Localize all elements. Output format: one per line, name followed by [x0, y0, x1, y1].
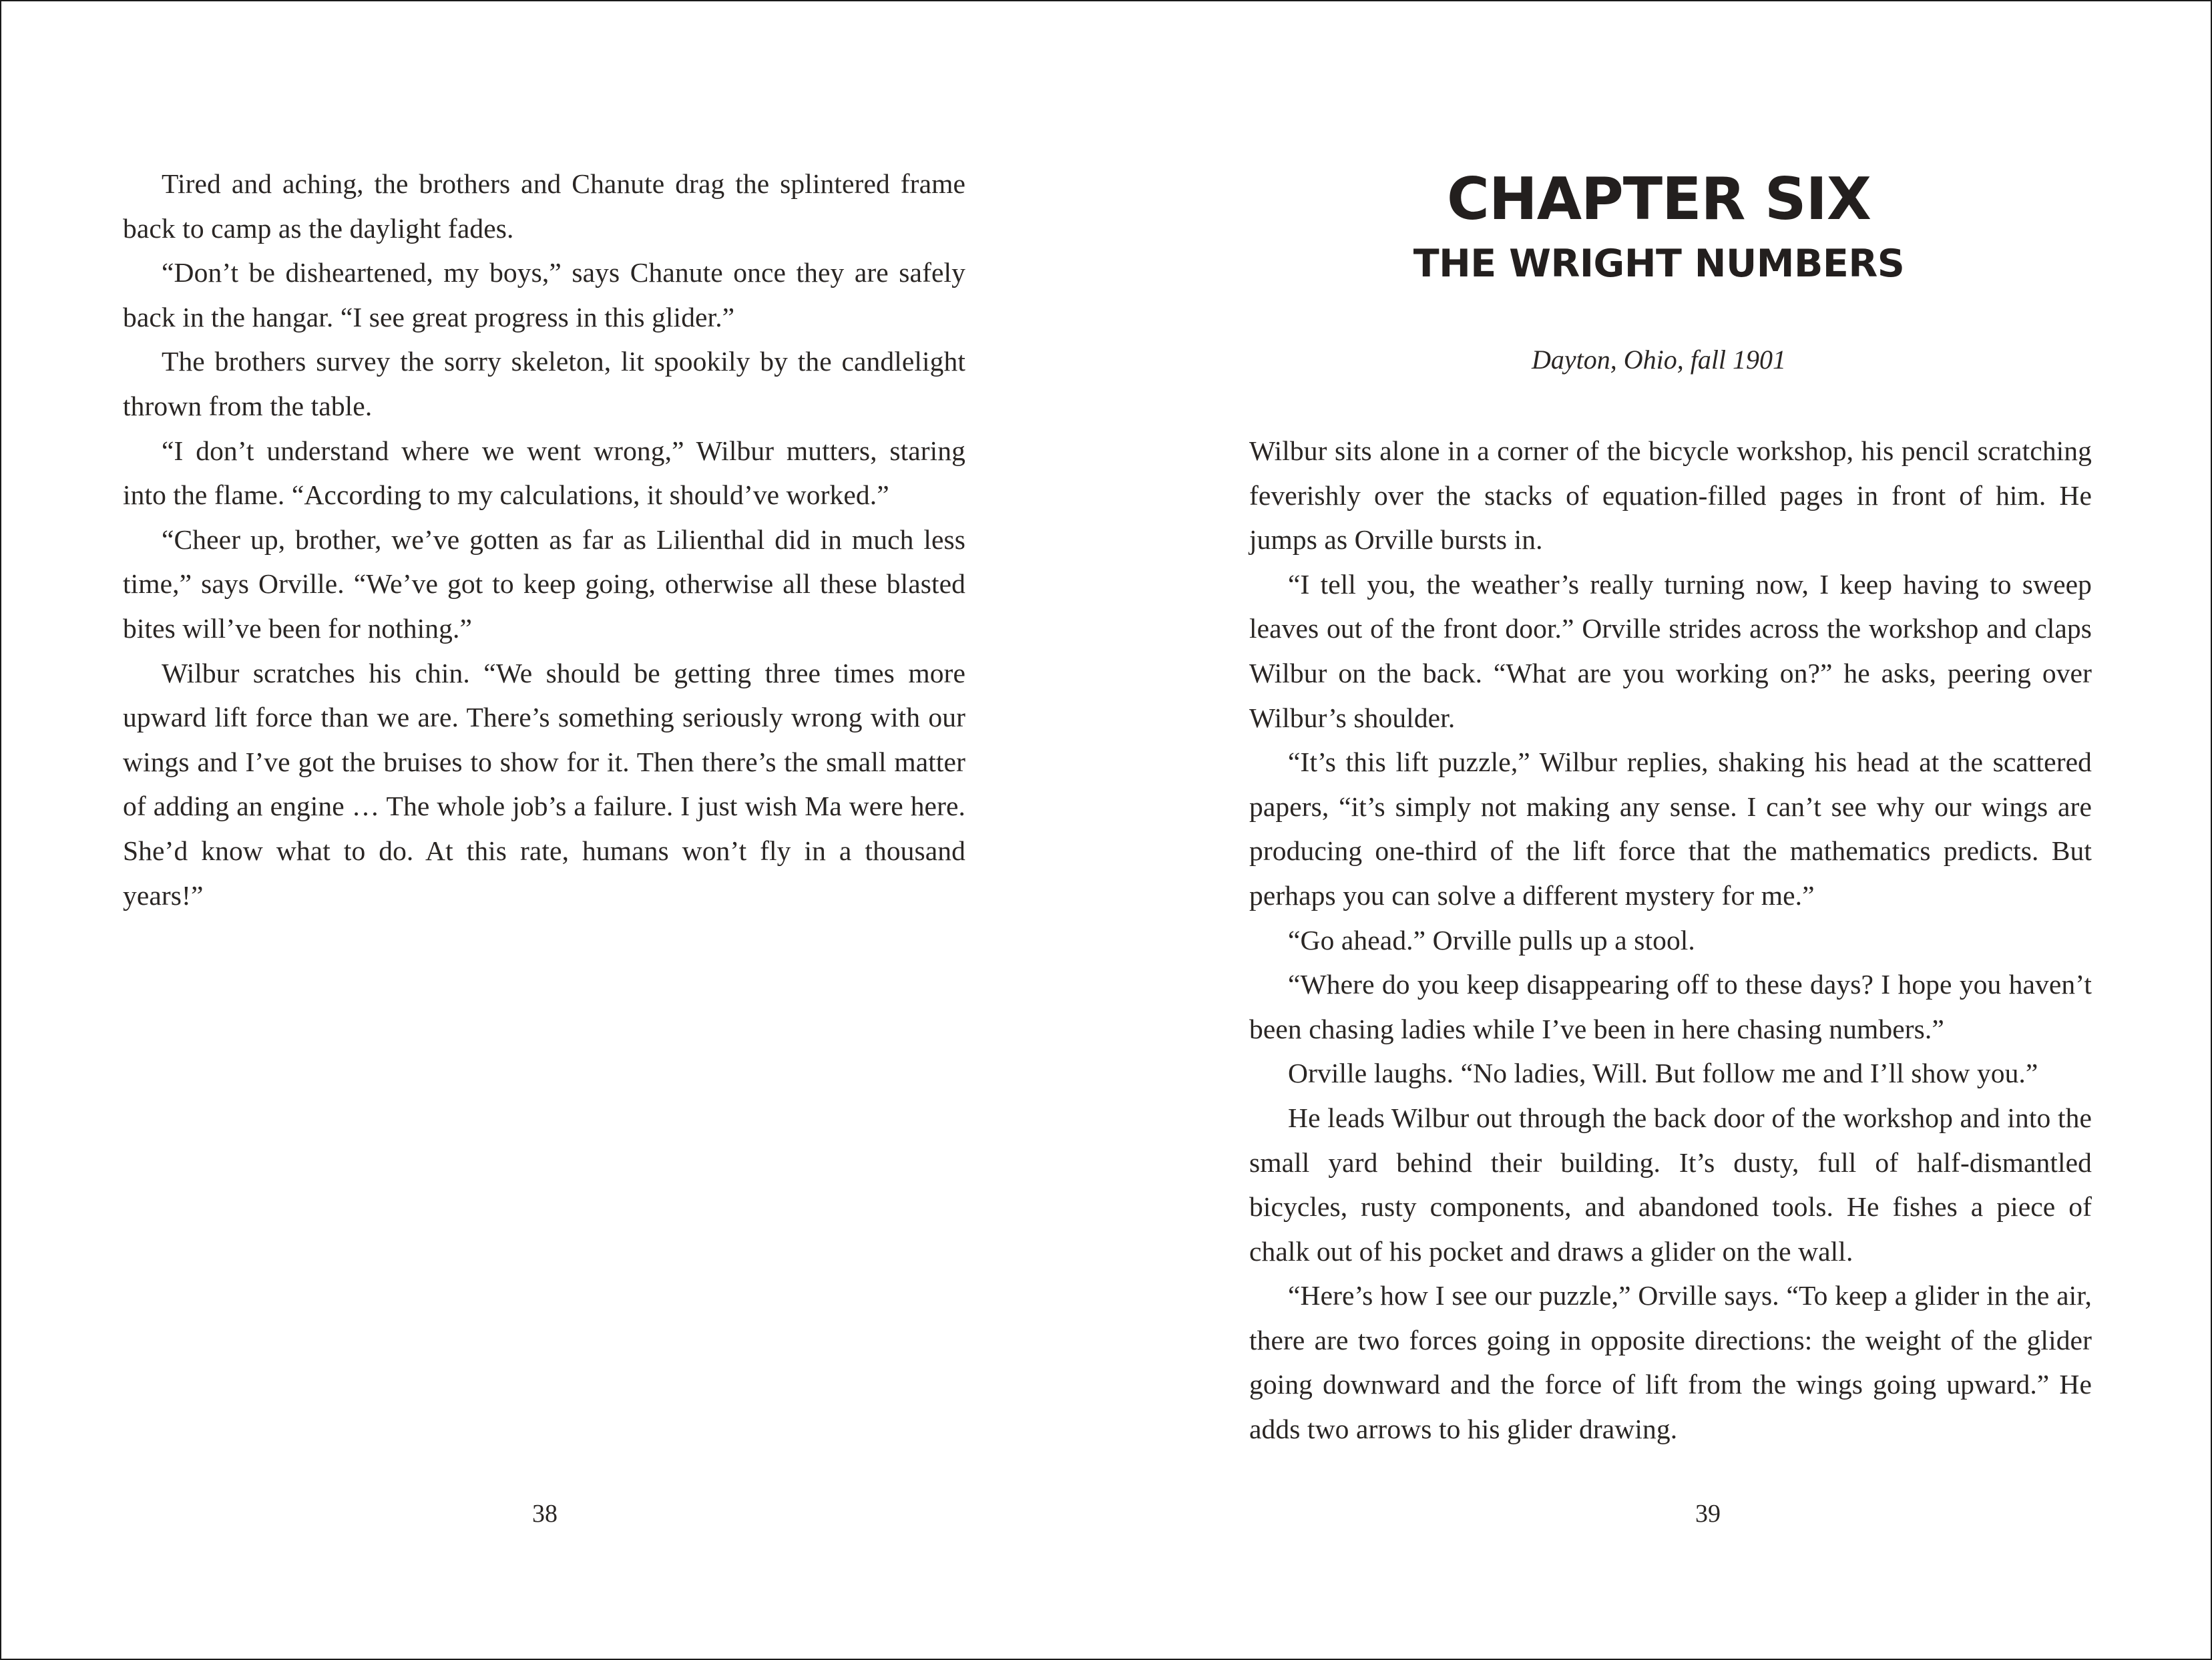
- right-page-body: [1249, 429, 2092, 1452]
- paragraph: “Don’t be disheartened, my boys,” says Chanute once they are safely back in the hangar. “I see great progress in this glider.”: [123, 257, 965, 333]
- paragraph: The brothers survey the sorry skeleton, lit spookily by the candlelight thrown from the table.: [123, 346, 965, 421]
- paragraph: “I don’t understand where we went wrong,” Wilbur mutters, staring into the flame. “According to my calculations, it should’ve worked.”: [123, 435, 965, 511]
- chapter-subtitle: THE WRIGHT NUMBERS: [1413, 242, 1905, 286]
- paragraph: “Go ahead.” Orville pulls up a stool.: [1288, 924, 1695, 956]
- paragraph: He leads Wilbur out through the back door of the workshop and into the small yard behind their building. It’s dusty, full of half-dismantled bicycles, rusty components, and abandoned tools. He fishes a piece of chalk out of his pocket and draws a glider on the wall.: [1249, 1102, 2092, 1267]
- paragraph: Tired and aching, the brothers and Chanute drag the splintered frame back to camp as the daylight fades.: [123, 168, 965, 244]
- paragraph: “It’s this lift puzzle,” Wilbur replies, shaking his head at the scattered papers, “it’s simply not making any sense. I can’t see why our wings are producing one-third of the lift force that the mathematics predicts. But perhaps you can solve a different mystery for me.”: [1249, 747, 2092, 911]
- left-page-body: [123, 162, 965, 917]
- paragraph: Wilbur sits alone in a corner of the bicycle workshop, his pencil scratching feverishly over the stacks of equation-filled pages in front of him. He jumps as Orville bursts in.: [1249, 435, 2092, 556]
- chapter-dateline: Dayton, Ohio, fall 1901: [1531, 345, 1787, 375]
- chapter-title: CHAPTER SIX: [1447, 165, 1871, 233]
- paragraph: “Here’s how I see our puzzle,” Orville says. “To keep a glider in the air, there are two forces going in opposite directions: the weight of the glider going downward and the force of lift from the wings going upward.” He adds two arrows to his glider drawing.: [1249, 1280, 2092, 1445]
- paragraph: “Cheer up, brother, we’ve gotten as far as Lilienthal did in much less time,” says Orville. “We’ve got to keep going, otherwise all these blasted bites will’ve been for nothing.”: [123, 524, 965, 644]
- right-page: [1107, 1, 2211, 1659]
- paragraph: Orville laughs. “No ladies, Will. But follow me and I’ll show you.”: [1288, 1058, 2038, 1089]
- paragraph: “I tell you, the weather’s really turning now, I keep having to sweep leaves out of the front door.” Orville strides across the workshop and claps Wilbur on the back. “What are you working on?” he asks, peering over Wilbur’s shoulder.: [1249, 568, 2092, 733]
- paragraph: Wilbur scratches his chin. “We should be getting three times more upward lift force than we are. There’s something seriously wrong with our wings and I’ve got the bruises to show for it. Then there’s the small matter of adding an engine … The whole job’s a failure. I just wish Ma were here. She’d know what to do. At this rate, humans won’t fly in a thousand years!”: [123, 657, 965, 911]
- paragraph: “Where do you keep disappearing off to these days? I hope you haven’t been chasing ladies while I’ve been in here chasing numbers.”: [1249, 969, 2092, 1044]
- left-page: [1, 1, 1107, 1659]
- page-number-left: 38: [532, 1500, 558, 1528]
- page-number-right: 39: [1695, 1500, 1721, 1528]
